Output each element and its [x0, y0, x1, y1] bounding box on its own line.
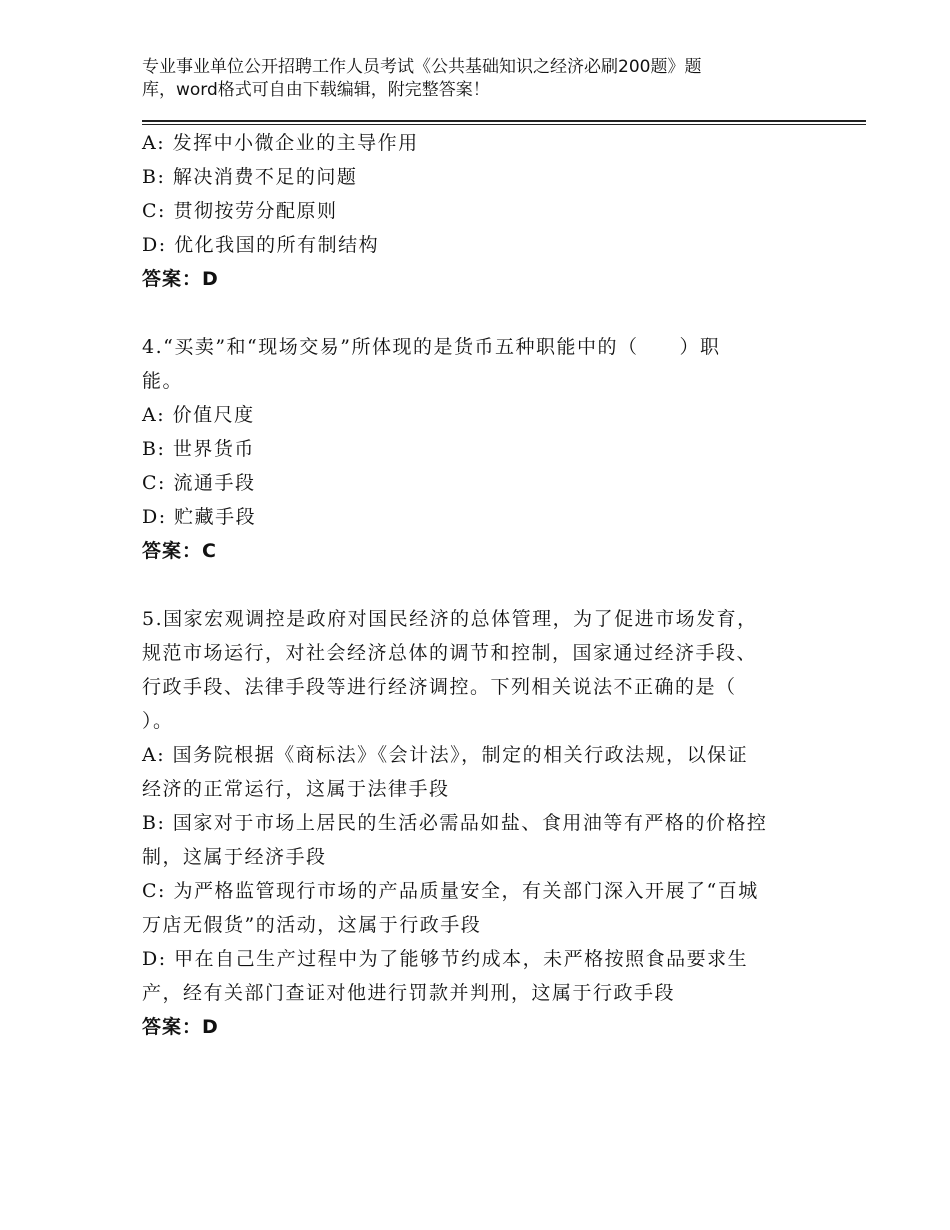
question-3-option-d: D: 优化我国的所有制结构	[142, 234, 380, 256]
question-3-answer: 答案：D	[142, 268, 219, 290]
question-4-stem	[142, 330, 812, 398]
header-divider-thick	[142, 120, 866, 122]
question-5-stem-line-1: 5.国家宏观调控是政府对国民经济的总体管理，为了促进市场发育，	[142, 608, 758, 630]
header-divider	[142, 120, 866, 125]
question-3-option-c: C: 贯彻按劳分配原则	[142, 200, 338, 222]
question-5-option-c-line-2: 万店无假货”的活动，这属于行政手段	[142, 914, 482, 936]
question-4-stem-line-2: 能。	[142, 370, 184, 392]
question-5-stem-line-4: ）。	[142, 710, 174, 732]
question-4-answer: 答案：C	[142, 540, 217, 562]
header-divider-thin	[142, 124, 866, 125]
page-header	[142, 56, 822, 102]
question-5-option-b-line-2: 制，这属于经济手段	[142, 846, 327, 868]
question-5-option-c-line-1: C: 为严格监管现行市场的产品质量安全，有关部门深入开展了“百城	[142, 880, 759, 902]
question-5-option-a-line-1: A: 国务院根据《商标法》《会计法》，制定的相关行政法规，以保证	[142, 744, 749, 766]
question-4-option-c: C: 流通手段	[142, 472, 256, 494]
question-5-option-d-line-1: D: 甲在自己生产过程中为了能够节约成本，未严格按照食品要求生	[142, 948, 749, 970]
question-4-option-a: A: 价值尺度	[142, 404, 255, 426]
question-4-option-d: D: 贮藏手段	[142, 506, 257, 528]
question-4-stem-line-1: 4.“买卖”和“现场交易”所体现的是货币五种职能中的（ ）职	[142, 336, 721, 358]
spacer	[142, 296, 812, 330]
question-5-stem-line-2: 规范市场运行，对社会经济总体的调节和控制，国家通过经济手段、	[142, 642, 758, 664]
question-5-answer: 答案：D	[142, 1016, 219, 1038]
question-4-option-b: B: 世界货币	[142, 438, 255, 460]
question-4-options	[142, 398, 812, 534]
spacer	[142, 568, 812, 602]
question-5-option-a-line-2: 经济的正常运行，这属于法律手段	[142, 778, 450, 800]
question-5-option-d-line-2: 产，经有关部门查证对他进行罚款并判刑，这属于行政手段	[142, 982, 676, 1004]
question-5-options	[142, 738, 812, 1010]
header-line-2: 库，word格式可自由下载编辑，附完整答案！	[142, 80, 490, 100]
question-3-option-a: A: 发挥中小微企业的主导作用	[142, 132, 419, 154]
question-5-option-b-line-1: B: 国家对于市场上居民的生活必需品如盐、食用油等有严格的价格控	[142, 812, 768, 834]
question-3-option-b: B: 解决消费不足的问题	[142, 166, 358, 188]
document-body	[142, 126, 812, 1044]
header-line-1: 专业事业单位公开招聘工作人员考试《公共基础知识之经济必刷200题》题	[142, 57, 702, 77]
question-5-stem-line-3: 行政手段、法律手段等进行经济调控。下列相关说法不正确的是（	[142, 676, 737, 698]
question-3-options	[142, 126, 812, 262]
question-5-stem	[142, 602, 812, 738]
